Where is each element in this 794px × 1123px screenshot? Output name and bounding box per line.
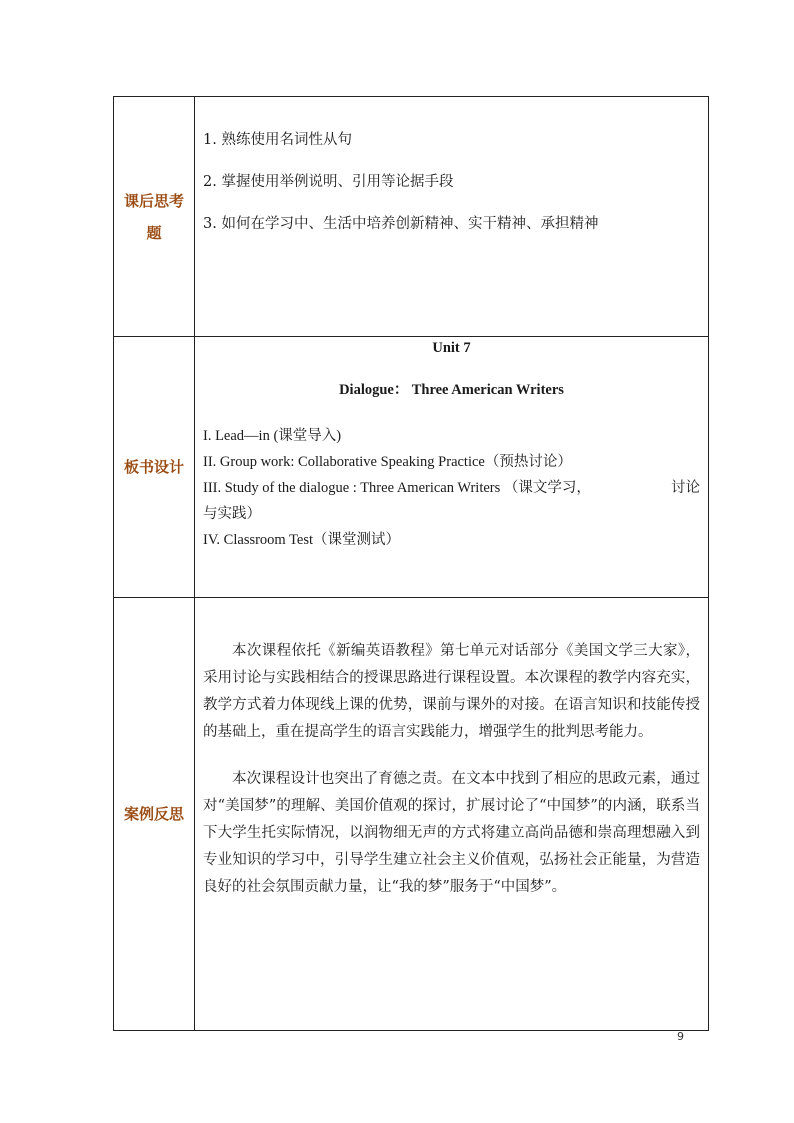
row-label-cell [114,97,195,337]
list-item: 1. 熟练使用名词性从句 [203,132,352,148]
row-label-reflection: 课后思考题 [123,191,184,242]
list-item: 3. 如何在学习中、生活中培养创新精神、实干精神、承担精神 [203,216,599,232]
paragraph: 本次课程依托《新编英语教程》第七单元对话部分《美国文学三大家》，采用讨论与实践相结合的授课思路进行课程设置。本次课程的教学内容充实，教学方式着力体现线上课的优势，课前与课外的对接。在语言知识和技能传授的基础上，重在提高学生的语言实践能力，增强学生的批判思考能力。 [203,643,700,740]
list-item: IV. Classroom Test（课堂测试） [203,532,401,548]
list-item-text: 讨论 [671,480,700,496]
lesson-plan-table [113,96,709,1031]
row-label-cell [114,598,195,1031]
list-item [203,475,700,501]
content-cell [195,598,709,1031]
content-cell [195,337,709,598]
table-row [114,97,709,337]
list-item-text: III. Study of the dialogue : Three American Writers （课文学习， [203,480,591,496]
row-label-cell [114,337,195,598]
list-item: II. Group work: Collaborative Speaking Practice（预热讨论） [203,454,572,470]
page-number: 9 [677,1030,684,1043]
row-label-board: 板书设计 [123,458,184,476]
list-item: I. Lead—in (课堂导入) [203,428,342,444]
row-label-case: 案例反思 [123,805,184,823]
table-row [114,598,709,1031]
board-title: Unit 7 [432,340,471,356]
list-item: 与实践） [203,506,261,522]
list-item: 2. 掌握使用举例说明、引用等论据手段 [203,174,454,190]
table-row [114,337,709,598]
content-cell [195,97,709,337]
board-subtitle: Dialogue： Three American Writers [339,382,564,398]
paragraph: 本次课程设计也突出了育德之责。在文本中找到了相应的思政元素，通过对“美国梦”的理解、美国价值观的探讨，扩展讨论了“中国梦”的内涵，联系当下大学生托实际情况，以润物细无声的方式将建立高尚品德和崇高理想融入到专业知识的学习中，引导学生建立社会主义价值观，弘扬社会正能量，为营造良好的社会氛围贡献力量，让“我的梦”服务于“中国梦”。 [203,771,700,895]
